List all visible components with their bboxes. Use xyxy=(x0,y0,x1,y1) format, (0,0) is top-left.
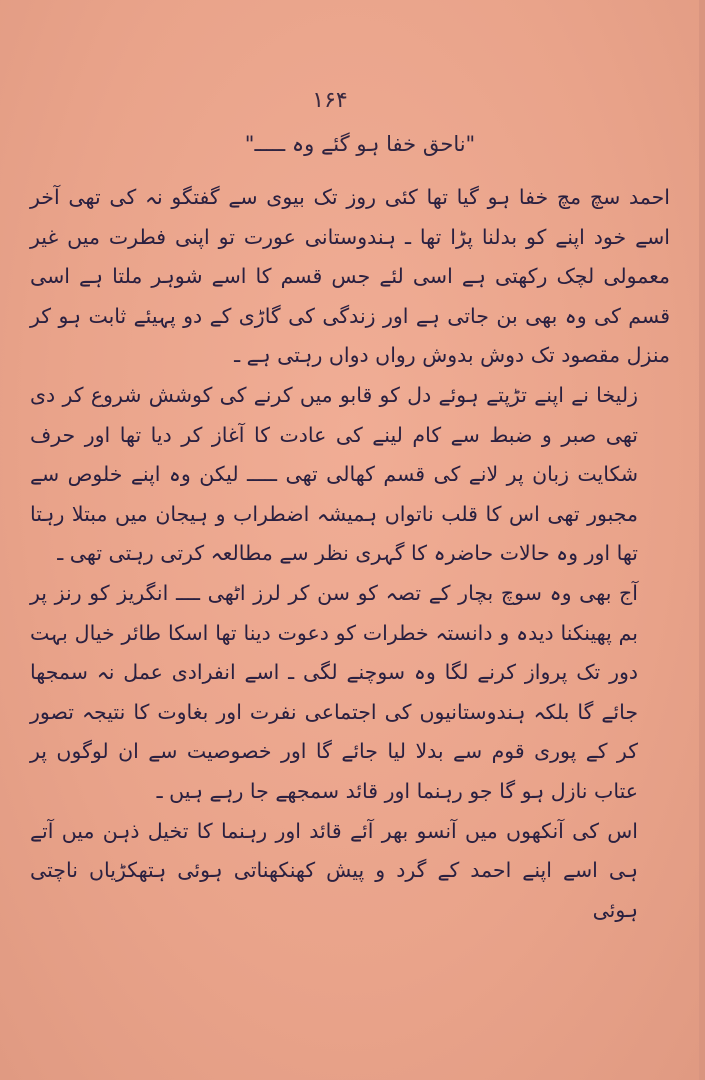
paragraph: آج بھی وہ سوچ بچار کے تصہ کو سن کر لرز اٹھی ــــ انگریز کو رنز پر بم پھینکنا دیدہ و دانستہ خطرات کو دعوت دینا تھا اسکا طائر خیال بہت دور تک پرواز کرنے لگا وہ سوچنے لگی ـ اسے انفرادی عمل نہ سمجھا جائے گا بلکہ ہندوستانیوں کی اجتماعی نفرت اور بغاوت کا نتیجہ تصور کر کے پوری قوم سے بدلا لیا جائے گا اور خصوصیت سے ان لوگوں پر عتاب نازل ہو گا جو رہنما اور قائد سمجھے جا رہے ہیں ـ xyxy=(30,580,638,803)
paragraph: اس کی آنکھوں میں آنسو بھر آئے قائد اور رہنما کا تخیل ذہن میں آتے ہی اسے اپنے احمد کے گرد و پیش کھنکھناتی ہوئی ہتھکڑیاں ناچتی ہوئی xyxy=(30,818,638,922)
paragraph: احمد سچ مچ خفا ہو گیا تھا کئی روز تک بیوی سے گفتگو نہ کی تھی آخر اسے خود اپنے کو بدلنا پڑا تھا ـ ہندوستانی عورت تو اپنی فطرت میں غیر معمولی لچک رکھتی ہے اسی لئے جس قسم کا اسے شوہر ملتا ہے اسی قسم کی وہ بھی بن جاتی ہے اور زندگی کی گاڑی کے دو پہیئے ثابت ہو کر منزل مقصود تک دوش بدوش رواں دواں رہتی ہے ـ xyxy=(30,185,670,368)
chapter-title: "ناحق خفا ہو گئے وہ ـــــ" xyxy=(244,132,476,156)
paragraph: زلیخا نے اپنے تڑپتے ہوئے دل کو قابو میں کرنے کی کوشش شروع کر دی تھی صبر و ضبط سے کام لینے کی عادت کا آغاز کر دیا تھا اور حرف شکایت زبان پر لانے کی قسم کھالی تھی ـــــ لیکن وہ اپنے خلوص سے مجبور تھی اس کا قلب ناتواں ہمیشہ اضطراب و ہیجان میں مبتلا رہتا تھا اور وہ حالات حاضرہ کا گہری نظر سے مطالعہ کرتی رہتی تھی ـ xyxy=(30,382,638,566)
body-text xyxy=(30,178,670,930)
page-number: ۱۶۴ xyxy=(312,88,348,113)
